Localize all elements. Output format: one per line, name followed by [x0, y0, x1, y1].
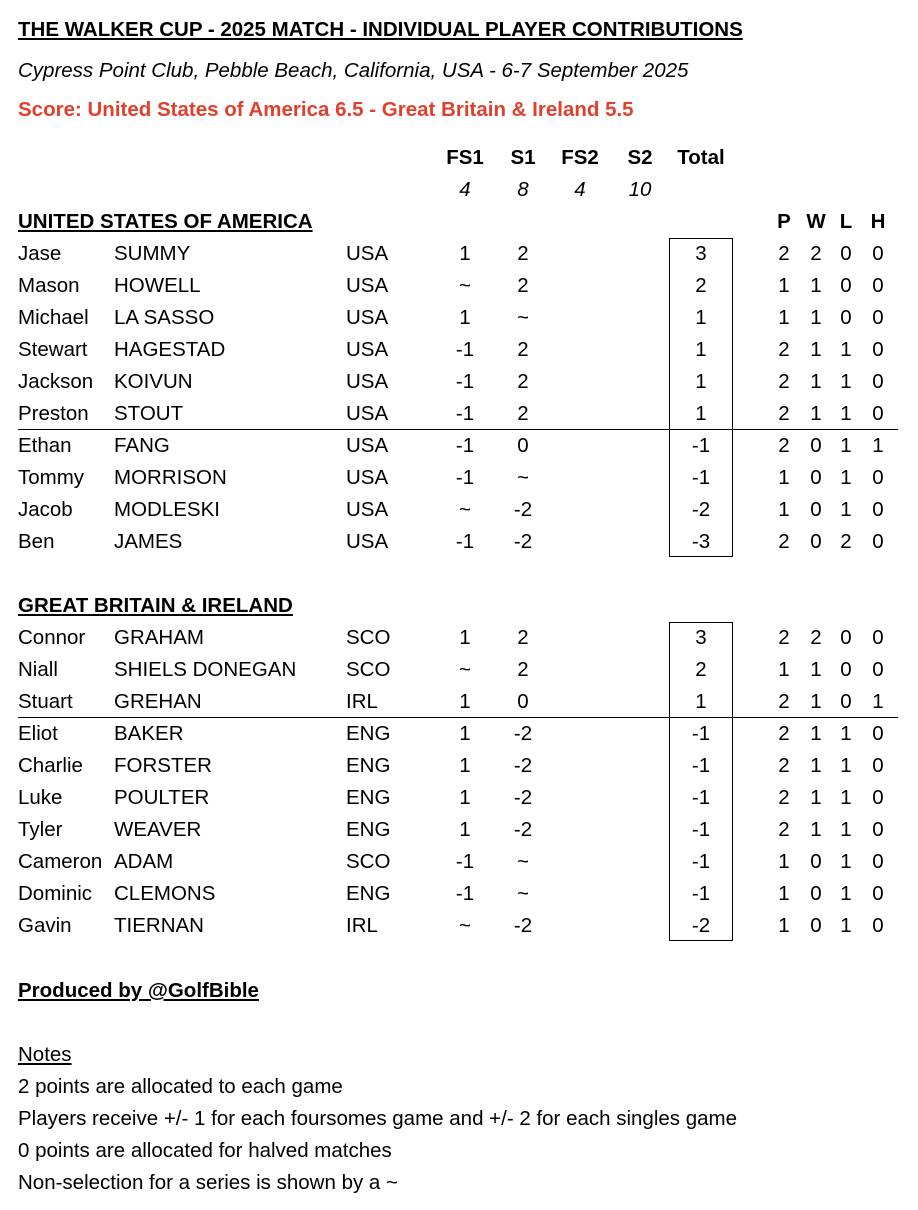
- total-points: -1: [691, 882, 711, 905]
- won-count: 0: [810, 530, 822, 553]
- halved-count: 0: [872, 722, 884, 745]
- player-row: [0, 366, 918, 398]
- played-count: 1: [778, 914, 790, 937]
- player-row: [0, 718, 918, 750]
- player-last-name: SHIELS DONEGAN: [114, 658, 297, 681]
- player-last-name: HOWELL: [114, 274, 201, 297]
- halved-count: 0: [872, 882, 884, 905]
- won-count: 0: [810, 850, 822, 873]
- fs1-points: ~: [459, 274, 471, 297]
- player-nationality: IRL: [346, 690, 378, 713]
- fs1-points: -1: [455, 850, 475, 873]
- player-nationality: USA: [346, 306, 389, 329]
- player-first-name: Mason: [18, 274, 80, 297]
- lost-count: 1: [840, 914, 852, 937]
- lost-count: 0: [840, 658, 852, 681]
- lost-count: 1: [840, 498, 852, 521]
- played-count: 2: [778, 370, 790, 393]
- s1-points: ~: [517, 850, 529, 873]
- player-row: [0, 686, 918, 718]
- halved-count: 0: [872, 626, 884, 649]
- total-points: 2: [695, 658, 707, 681]
- halved-count: 0: [872, 338, 884, 361]
- played-count: 1: [778, 466, 790, 489]
- played-count: 2: [778, 626, 790, 649]
- total-points: -2: [691, 914, 711, 937]
- header-w: W: [806, 210, 826, 233]
- header-h: H: [870, 210, 886, 233]
- page-title: THE WALKER CUP - 2025 MATCH - INDIVIDUAL PLAYER CONTRIBUTIONS: [18, 18, 743, 41]
- note-line: 2 points are allocated to each game: [18, 1075, 343, 1098]
- games-fs2: 4: [574, 178, 586, 201]
- notes-heading: Notes: [18, 1043, 72, 1066]
- player-first-name: Jackson: [18, 370, 94, 393]
- s1-points: -2: [513, 818, 533, 841]
- halved-count: 1: [872, 690, 884, 713]
- played-count: 2: [778, 818, 790, 841]
- player-first-name: Tyler: [18, 818, 63, 841]
- player-row: [0, 430, 918, 462]
- halved-count: 0: [872, 818, 884, 841]
- won-count: 1: [810, 658, 822, 681]
- header-fs2: FS2: [561, 146, 599, 169]
- player-nationality: USA: [346, 530, 389, 553]
- s1-points: 2: [517, 338, 529, 361]
- won-count: 1: [810, 402, 822, 425]
- player-last-name: FANG: [114, 434, 170, 457]
- player-last-name: SUMMY: [114, 242, 191, 265]
- played-count: 1: [778, 882, 790, 905]
- total-points: 3: [695, 242, 707, 265]
- player-nationality: USA: [346, 242, 389, 265]
- played-count: 2: [778, 434, 790, 457]
- won-count: 1: [810, 818, 822, 841]
- won-count: 1: [810, 370, 822, 393]
- played-count: 2: [778, 530, 790, 553]
- player-row: [0, 910, 918, 942]
- player-nationality: ENG: [346, 882, 391, 905]
- player-first-name: Ethan: [18, 434, 72, 457]
- s1-points: -2: [513, 530, 533, 553]
- halved-count: 0: [872, 754, 884, 777]
- fs1-points: 1: [459, 242, 471, 265]
- lost-count: 1: [840, 434, 852, 457]
- lost-count: 1: [840, 754, 852, 777]
- total-points: -1: [691, 786, 711, 809]
- gbi-total-box: [669, 622, 733, 941]
- player-last-name: ADAM: [114, 850, 174, 873]
- lost-count: 1: [840, 370, 852, 393]
- fs1-points: ~: [459, 498, 471, 521]
- note-line: Non-selection for a series is shown by a ~: [18, 1171, 399, 1194]
- player-nationality: ENG: [346, 786, 391, 809]
- total-points: 1: [695, 306, 707, 329]
- played-count: 1: [778, 498, 790, 521]
- s1-points: -2: [513, 754, 533, 777]
- player-last-name: BAKER: [114, 722, 184, 745]
- player-row: [0, 238, 918, 270]
- won-count: 0: [810, 498, 822, 521]
- fs1-points: ~: [459, 914, 471, 937]
- player-nationality: SCO: [346, 850, 391, 873]
- player-first-name: Tommy: [18, 466, 85, 489]
- played-count: 1: [778, 850, 790, 873]
- fs1-points: -1: [455, 402, 475, 425]
- note-line: 0 points are allocated for halved matches: [18, 1139, 392, 1162]
- player-first-name: Connor: [18, 626, 86, 649]
- fs1-points: 1: [459, 754, 471, 777]
- player-row: [0, 814, 918, 846]
- player-last-name: STOUT: [114, 402, 184, 425]
- player-nationality: USA: [346, 402, 389, 425]
- player-row: [0, 654, 918, 686]
- player-nationality: ENG: [346, 754, 391, 777]
- halved-count: 0: [872, 786, 884, 809]
- fs1-points: -1: [455, 882, 475, 905]
- player-nationality: ENG: [346, 818, 391, 841]
- usa-total-box: [669, 238, 733, 557]
- s1-points: 2: [517, 626, 529, 649]
- player-first-name: Luke: [18, 786, 63, 809]
- match-score: Score: United States of America 6.5 - Great Britain & Ireland 5.5: [18, 98, 634, 121]
- halved-count: 0: [872, 914, 884, 937]
- won-count: 0: [810, 914, 822, 937]
- lost-count: 1: [840, 722, 852, 745]
- lost-count: 1: [840, 818, 852, 841]
- s1-points: 2: [517, 242, 529, 265]
- s1-points: 0: [517, 690, 529, 713]
- fs1-points: 1: [459, 626, 471, 649]
- won-count: 0: [810, 434, 822, 457]
- lost-count: 0: [840, 242, 852, 265]
- player-first-name: Charlie: [18, 754, 83, 777]
- won-count: 1: [810, 306, 822, 329]
- player-last-name: POULTER: [114, 786, 210, 809]
- total-points: -1: [691, 434, 711, 457]
- player-last-name: JAMES: [114, 530, 183, 553]
- won-count: 1: [810, 722, 822, 745]
- player-first-name: Cameron: [18, 850, 103, 873]
- s1-points: 0: [517, 434, 529, 457]
- s1-points: -2: [513, 498, 533, 521]
- fs1-points: ~: [459, 658, 471, 681]
- won-count: 2: [810, 626, 822, 649]
- won-count: 0: [810, 882, 822, 905]
- player-row: [0, 302, 918, 334]
- won-count: 1: [810, 338, 822, 361]
- player-nationality: USA: [346, 338, 389, 361]
- player-first-name: Ben: [18, 530, 55, 553]
- header-p: P: [777, 210, 791, 233]
- player-first-name: Stewart: [18, 338, 88, 361]
- halved-count: 0: [872, 466, 884, 489]
- note-line: Players receive +/- 1 for each foursomes game and +/- 2 for each singles game: [18, 1107, 738, 1130]
- fs1-points: 1: [459, 722, 471, 745]
- player-last-name: HAGESTAD: [114, 338, 226, 361]
- player-first-name: Jase: [18, 242, 62, 265]
- games-s2: 10: [628, 178, 652, 201]
- player-row: [0, 750, 918, 782]
- halved-count: 0: [872, 274, 884, 297]
- header-l: L: [839, 210, 853, 233]
- player-first-name: Dominic: [18, 882, 93, 905]
- halved-count: 0: [872, 850, 884, 873]
- s1-points: 2: [517, 658, 529, 681]
- player-row: [0, 462, 918, 494]
- total-points: 1: [695, 338, 707, 361]
- won-count: 1: [810, 274, 822, 297]
- player-nationality: ENG: [346, 722, 391, 745]
- player-row: [0, 878, 918, 910]
- player-last-name: LA SASSO: [114, 306, 215, 329]
- player-nationality: SCO: [346, 658, 391, 681]
- lost-count: 1: [840, 466, 852, 489]
- player-first-name: Stuart: [18, 690, 73, 713]
- player-row: [0, 398, 918, 430]
- total-points: 3: [695, 626, 707, 649]
- player-first-name: Jacob: [18, 498, 73, 521]
- player-nationality: USA: [346, 274, 389, 297]
- player-first-name: Gavin: [18, 914, 72, 937]
- player-last-name: FORSTER: [114, 754, 212, 777]
- player-last-name: KOIVUN: [114, 370, 193, 393]
- player-nationality: USA: [346, 434, 389, 457]
- venue-subtitle: Cypress Point Club, Pebble Beach, California, USA - 6-7 September 2025: [18, 59, 689, 82]
- player-row: [0, 782, 918, 814]
- player-nationality: IRL: [346, 914, 378, 937]
- s1-points: 2: [517, 402, 529, 425]
- fs1-points: -1: [455, 466, 475, 489]
- total-points: -1: [691, 818, 711, 841]
- lost-count: 0: [840, 306, 852, 329]
- lost-count: 1: [840, 402, 852, 425]
- halved-count: 1: [872, 434, 884, 457]
- fs1-points: -1: [455, 338, 475, 361]
- player-nationality: SCO: [346, 626, 391, 649]
- total-points: 1: [695, 690, 707, 713]
- fs1-points: -1: [455, 434, 475, 457]
- won-count: 1: [810, 786, 822, 809]
- played-count: 2: [778, 754, 790, 777]
- usa-divider: [18, 429, 898, 430]
- won-count: 1: [810, 690, 822, 713]
- player-nationality: USA: [346, 466, 389, 489]
- s1-points: ~: [517, 306, 529, 329]
- s1-points: -2: [513, 786, 533, 809]
- lost-count: 2: [840, 530, 852, 553]
- produced-by: Produced by @GolfBible: [18, 979, 259, 1002]
- played-count: 2: [778, 786, 790, 809]
- halved-count: 0: [872, 306, 884, 329]
- halved-count: 0: [872, 498, 884, 521]
- lost-count: 0: [840, 690, 852, 713]
- player-row: [0, 846, 918, 878]
- lost-count: 1: [840, 850, 852, 873]
- won-count: 2: [810, 242, 822, 265]
- fs1-points: 1: [459, 818, 471, 841]
- player-last-name: CLEMONS: [114, 882, 216, 905]
- lost-count: 0: [840, 626, 852, 649]
- played-count: 1: [778, 306, 790, 329]
- header-s2: S2: [627, 146, 653, 169]
- won-count: 0: [810, 466, 822, 489]
- total-points: -2: [691, 498, 711, 521]
- player-first-name: Preston: [18, 402, 89, 425]
- s1-points: 2: [517, 274, 529, 297]
- player-nationality: USA: [346, 498, 389, 521]
- total-points: 1: [695, 402, 707, 425]
- fs1-points: 1: [459, 786, 471, 809]
- lost-count: 0: [840, 274, 852, 297]
- player-row: [0, 526, 918, 558]
- played-count: 2: [778, 338, 790, 361]
- total-points: -1: [691, 754, 711, 777]
- player-first-name: Eliot: [18, 722, 58, 745]
- lost-count: 1: [840, 786, 852, 809]
- player-row: [0, 622, 918, 654]
- header-total: Total: [677, 146, 725, 169]
- player-row: [0, 270, 918, 302]
- gbi-divider: [18, 717, 898, 718]
- played-count: 2: [778, 690, 790, 713]
- section-gbi: GREAT BRITAIN & IRELAND: [18, 594, 293, 617]
- halved-count: 0: [872, 402, 884, 425]
- player-nationality: USA: [346, 370, 389, 393]
- header-fs1: FS1: [446, 146, 484, 169]
- total-points: 2: [695, 274, 707, 297]
- halved-count: 0: [872, 530, 884, 553]
- player-last-name: TIERNAN: [114, 914, 204, 937]
- total-points: -1: [691, 850, 711, 873]
- total-points: -1: [691, 466, 711, 489]
- player-last-name: MODLESKI: [114, 498, 220, 521]
- played-count: 2: [778, 242, 790, 265]
- fs1-points: 1: [459, 690, 471, 713]
- halved-count: 0: [872, 658, 884, 681]
- player-row: [0, 494, 918, 526]
- games-s1: 8: [517, 178, 529, 201]
- player-last-name: WEAVER: [114, 818, 202, 841]
- total-points: 1: [695, 370, 707, 393]
- s1-points: 2: [517, 370, 529, 393]
- total-points: -1: [691, 722, 711, 745]
- header-s1: S1: [510, 146, 536, 169]
- player-last-name: MORRISON: [114, 466, 227, 489]
- halved-count: 0: [872, 242, 884, 265]
- played-count: 1: [778, 274, 790, 297]
- fs1-points: -1: [455, 370, 475, 393]
- halved-count: 0: [872, 370, 884, 393]
- player-last-name: GREHAN: [114, 690, 202, 713]
- s1-points: -2: [513, 914, 533, 937]
- won-count: 1: [810, 754, 822, 777]
- fs1-points: -1: [455, 530, 475, 553]
- player-row: [0, 334, 918, 366]
- s1-points: ~: [517, 882, 529, 905]
- s1-points: ~: [517, 466, 529, 489]
- section-usa: UNITED STATES OF AMERICA: [18, 210, 313, 233]
- player-last-name: GRAHAM: [114, 626, 204, 649]
- fs1-points: 1: [459, 306, 471, 329]
- player-first-name: Niall: [18, 658, 58, 681]
- played-count: 2: [778, 402, 790, 425]
- s1-points: -2: [513, 722, 533, 745]
- total-points: -3: [691, 530, 711, 553]
- lost-count: 1: [840, 338, 852, 361]
- lost-count: 1: [840, 882, 852, 905]
- player-first-name: Michael: [18, 306, 89, 329]
- games-fs1: 4: [459, 178, 471, 201]
- played-count: 1: [778, 658, 790, 681]
- played-count: 2: [778, 722, 790, 745]
